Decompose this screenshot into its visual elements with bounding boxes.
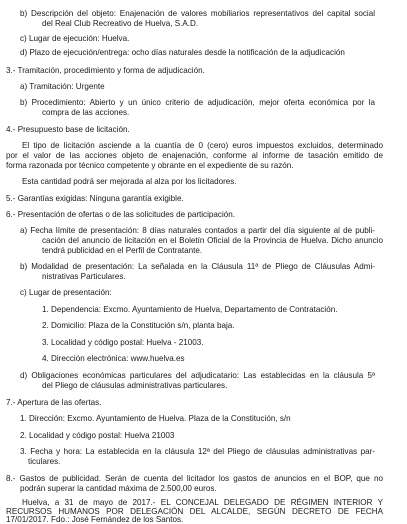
text-line: cación del anuncio de licitación en el Boletín Oficial de la Provincia de Huelva. Dicho anuncio xyxy=(42,236,383,245)
text-line: b) Procedimiento: Abierto y un único criterio de adjudicación, mejor oferta económica por la xyxy=(20,98,375,107)
text-line: ticulares. xyxy=(28,457,61,466)
section-heading: 8.- Gastos de publicidad. Serán de cuenta del licitador los gastos de anuncios en el BOP, que no xyxy=(6,474,383,483)
text-line: a) Tramitación: Urgente xyxy=(20,82,105,91)
section-heading: 5.- Garantías exigidas: Ninguna garantía exigible. xyxy=(6,194,184,203)
text-line: forma razonada por técnico competente y obrante en el expediente de su razón. xyxy=(6,161,294,170)
list-item: 2. Localidad y código postal: Huelva 21003 xyxy=(20,431,175,440)
list-item: 3. Localidad y código postal: Huelva - 21003. xyxy=(42,338,204,347)
text-line: Esta cantidad podrá ser mejorada al alza por los licitadores. xyxy=(22,177,237,186)
text-line: tendrá publicidad en el Perfil de Contratante. xyxy=(42,246,203,255)
list-item: 3. Fecha y hora: La establecida en la cláusula 12ª del Pliego de cláusulas administrativas par- xyxy=(20,447,375,456)
section-heading: 4.- Presupuesto base de licitación. xyxy=(6,125,130,134)
section-heading: 7.- Apertura de las ofertas. xyxy=(6,398,102,407)
list-item: 1. Dirección: Excmo. Ayuntamiento de Huelva. Plaza de la Constitución, s/n xyxy=(20,414,291,423)
signature-line: Huelva, a 31 de mayo de 2017.- EL CONCEJAL DELEGADO DE RÉGIMEN INTERIOR Y xyxy=(22,498,383,507)
list-item: 2. Domicilio: Plaza de la Constitución s/n, planta baja. xyxy=(42,321,235,330)
text-line: b) Descripción del objeto: Enajenación de valores mobiliarios representativos del capital social xyxy=(20,9,375,18)
text-line: d) Plazo de ejecución/entrega: ocho días naturales desde la notificación de la adjudicación xyxy=(20,48,345,57)
text-line: El tipo de licitación asciende a la cuantía de 0 (cero) euros impuestos excluidos, determinado xyxy=(22,141,383,150)
section-heading: 3.- Tramitación, procedimiento y forma de adjudicación. xyxy=(6,66,205,75)
text-line: del Pliego de cláusulas administrativas particulares. xyxy=(42,381,228,390)
text-line: del Real Club Recreativo de Huelva, S.A.D. xyxy=(42,19,199,28)
section-heading: 6.- Presentación de ofertas o de las solicitudes de participación. xyxy=(6,210,236,219)
text-line: nistrativas Particulares. xyxy=(42,272,126,281)
text-line: d) Obligaciones económicas particulares del adjudicatario: Las establecidas en la cláusula 5ª xyxy=(20,371,375,380)
signature-line: 17/01/2017. Fdo.: José Fernández de los Santos. xyxy=(6,515,184,524)
text-line: podrán superar la cantidad máxima de 2.500,00 euros. xyxy=(20,484,217,493)
text-line: c) Lugar de ejecución: Huelva. xyxy=(20,34,130,43)
signature-line: RECURSOS HUMANOS POR DELEGACIÓN DEL ALCALDE, SEGÚN DECRETO DE FECHA xyxy=(6,507,383,516)
text-line: compra de las acciones. xyxy=(42,108,130,117)
list-item: 4. Dirección electrónica: www.huelva.es xyxy=(42,354,185,363)
text-line: por el valor de las acciones objeto de enajenación, conforme al informe de tasación emitido de xyxy=(6,151,383,160)
text-line: c) Lugar de presentación: xyxy=(20,288,112,297)
text-line: a) Fecha límite de presentación: 8 días naturales contados a partir del día siguiente al de publi- xyxy=(20,226,375,235)
list-item: 1. Dependencia: Excmo. Ayuntamiento de Huelva, Departamento de Contratación. xyxy=(42,305,338,314)
text-line: b) Modalidad de presentación: La señalada en la Cláusula 11ª de Pliego de Cláusulas Admi- xyxy=(20,262,375,271)
